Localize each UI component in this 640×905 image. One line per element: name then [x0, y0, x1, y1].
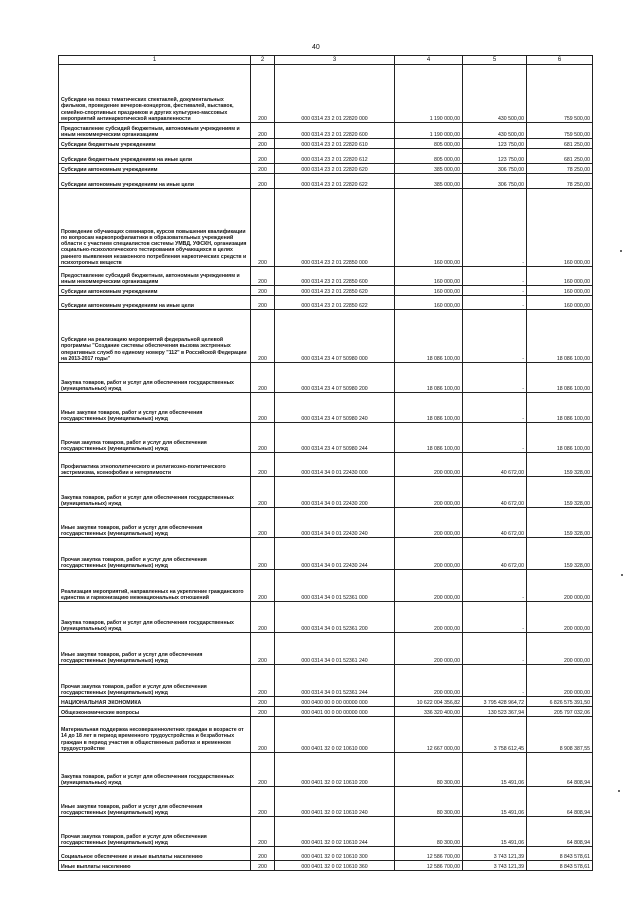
- row-name: Закупка товаров, работ и услуг для обеспечения государственных (муниципальных) нужд: [59, 363, 251, 393]
- row-code: 200: [251, 310, 275, 363]
- row-remaining: 759 500,00: [527, 65, 593, 123]
- row-name: Субсидии автономным учреждениям: [59, 164, 251, 174]
- row-remaining: 160 000,00: [527, 296, 593, 310]
- row-name: Прочая закупка товаров, работ и услуг для обеспечения государственных (муниципальных) нужд: [59, 817, 251, 847]
- table-row: [59, 139, 593, 149]
- row-remaining: 200 000,00: [527, 665, 593, 697]
- row-approved: 18 086 100,00: [395, 310, 463, 363]
- table-row: [59, 570, 593, 602]
- table-row: [59, 453, 593, 477]
- row-code: 200: [251, 707, 275, 717]
- table-row: [59, 508, 593, 538]
- row-remaining: 8 843 578,61: [527, 861, 593, 871]
- row-name: Закупка товаров, работ и услуг для обеспечения государственных (муниципальных) нужд: [59, 753, 251, 787]
- row-remaining: 64 808,94: [527, 787, 593, 817]
- row-executed: 123 750,00: [463, 149, 527, 164]
- row-name: Иные закупки товаров, работ и услуг для обеспечения государственных (муниципальных) нужд: [59, 393, 251, 423]
- row-classification: 000 0314 23 4 07 50980 000: [275, 310, 395, 363]
- row-approved: 200 000,00: [395, 508, 463, 538]
- row-executed: -: [463, 267, 527, 286]
- header-cell: 6: [527, 56, 593, 65]
- scan-mark: [618, 790, 620, 792]
- row-executed: 15 491,06: [463, 817, 527, 847]
- row-name: НАЦИОНАЛЬНАЯ ЭКОНОМИКА: [59, 697, 251, 707]
- row-approved: 336 320 400,00: [395, 707, 463, 717]
- row-name: Закупка товаров, работ и услуг для обеспечения государственных (муниципальных) нужд: [59, 602, 251, 633]
- row-name: Прочая закупка товаров, работ и услуг для обеспечения государственных (муниципальных) нужд: [59, 538, 251, 570]
- table-row: [59, 787, 593, 817]
- row-name: Иные закупки товаров, работ и услуг для обеспечения государственных (муниципальных) нужд: [59, 787, 251, 817]
- row-classification: 000 0314 34 0 01 52361 200: [275, 602, 395, 633]
- row-remaining: 8 843 578,61: [527, 847, 593, 861]
- row-classification: 000 0314 23 2 01 22820 612: [275, 149, 395, 164]
- table-row: [59, 149, 593, 164]
- row-approved: 385 000,00: [395, 174, 463, 189]
- row-remaining: 200 000,00: [527, 570, 593, 602]
- row-approved: 805 000,00: [395, 139, 463, 149]
- row-remaining: 159 328,00: [527, 453, 593, 477]
- row-classification: 000 0314 23 2 01 22820 000: [275, 65, 395, 123]
- row-classification: 000 0401 32 0 02 10610 200: [275, 753, 395, 787]
- row-approved: 200 000,00: [395, 633, 463, 665]
- row-remaining: 159 328,00: [527, 477, 593, 508]
- row-classification: 000 0314 34 0 01 52361 000: [275, 570, 395, 602]
- row-name: Иные выплаты населению: [59, 861, 251, 871]
- row-executed: 306 750,00: [463, 174, 527, 189]
- row-remaining: 78 250,00: [527, 164, 593, 174]
- row-executed: 3 743 121,39: [463, 861, 527, 871]
- table-row: [59, 707, 593, 717]
- row-remaining: 18 086 100,00: [527, 310, 593, 363]
- row-classification: 000 0401 32 0 02 10610 000: [275, 717, 395, 753]
- row-approved: 18 086 100,00: [395, 423, 463, 453]
- table-row: [59, 847, 593, 861]
- row-executed: 40 672,00: [463, 453, 527, 477]
- row-approved: 80 300,00: [395, 753, 463, 787]
- row-executed: -: [463, 602, 527, 633]
- row-approved: 805 000,00: [395, 149, 463, 164]
- table-row: [59, 602, 593, 633]
- row-classification: 000 0314 34 0 01 52361 240: [275, 633, 395, 665]
- row-approved: 200 000,00: [395, 477, 463, 508]
- row-code: 200: [251, 847, 275, 861]
- row-code: 200: [251, 817, 275, 847]
- row-code: 200: [251, 393, 275, 423]
- row-code: 200: [251, 538, 275, 570]
- header-cell: 1: [59, 56, 251, 65]
- table-row: [59, 753, 593, 787]
- row-remaining: 200 000,00: [527, 602, 593, 633]
- page-number: 40: [312, 44, 320, 51]
- row-executed: -: [463, 423, 527, 453]
- row-remaining: 160 000,00: [527, 286, 593, 296]
- row-classification: 000 0314 23 2 01 22850 620: [275, 286, 395, 296]
- row-approved: 160 000,00: [395, 267, 463, 286]
- row-approved: 160 000,00: [395, 296, 463, 310]
- header-cell: 4: [395, 56, 463, 65]
- table-row: [59, 363, 593, 393]
- row-remaining: 681 250,00: [527, 139, 593, 149]
- row-classification: 000 0314 23 2 01 22850 600: [275, 267, 395, 286]
- row-code: 200: [251, 453, 275, 477]
- row-remaining: 681 250,00: [527, 149, 593, 164]
- row-executed: -: [463, 633, 527, 665]
- header-cell: 2: [251, 56, 275, 65]
- row-approved: 200 000,00: [395, 602, 463, 633]
- row-approved: 160 000,00: [395, 286, 463, 296]
- table-row: [59, 286, 593, 296]
- row-name: Предоставление субсидий бюджетным, автономным учреждениям и иным некоммерческим организациям: [59, 267, 251, 286]
- row-code: 200: [251, 665, 275, 697]
- row-executed: 430 500,00: [463, 123, 527, 139]
- row-name: Субсидии бюджетным учреждениям на иные цели: [59, 149, 251, 164]
- table-row: [59, 123, 593, 139]
- row-remaining: 160 000,00: [527, 267, 593, 286]
- row-name: Субсидии на реализацию мероприятий федеральной целевой программы "Создание системы обеспечения вызова экстренных оперативных служб по единому номеру "112" в Российской Федерации на 2013-2017 годы": [59, 310, 251, 363]
- row-executed: -: [463, 296, 527, 310]
- row-name: Общеэкономические вопросы: [59, 707, 251, 717]
- table-row: [59, 861, 593, 871]
- row-executed: 430 500,00: [463, 65, 527, 123]
- row-code: 200: [251, 65, 275, 123]
- table-row: [59, 189, 593, 267]
- row-approved: 1 190 000,00: [395, 123, 463, 139]
- row-name: Социальное обеспечение и иные выплаты населению: [59, 847, 251, 861]
- row-name: Закупка товаров, работ и услуг для обеспечения государственных (муниципальных) нужд: [59, 477, 251, 508]
- row-executed: 306 750,00: [463, 164, 527, 174]
- row-approved: 80 300,00: [395, 817, 463, 847]
- table-row: [59, 174, 593, 189]
- row-code: 200: [251, 697, 275, 707]
- row-executed: 3 758 612,45: [463, 717, 527, 753]
- row-classification: 000 0314 34 0 01 22430 000: [275, 453, 395, 477]
- table-row: [59, 633, 593, 665]
- row-classification: 000 0314 23 2 01 22820 600: [275, 123, 395, 139]
- table-row: [59, 817, 593, 847]
- row-code: 200: [251, 423, 275, 453]
- row-code: 200: [251, 267, 275, 286]
- row-classification: 000 0314 34 0 01 52361 244: [275, 665, 395, 697]
- row-classification: 000 0314 23 2 01 22820 620: [275, 164, 395, 174]
- row-name: Субсидии на показ тематических спектаклей, документальных фильмов, проведение вечеров-концертов, фестивалей, выставок, семейно-спортивных праздников и других культурно-массовых мероприятий антинаркотической направленности: [59, 65, 251, 123]
- row-executed: 15 491,06: [463, 787, 527, 817]
- table-row: [59, 538, 593, 570]
- row-executed: -: [463, 665, 527, 697]
- row-executed: 15 491,06: [463, 753, 527, 787]
- row-code: 200: [251, 174, 275, 189]
- row-code: 200: [251, 477, 275, 508]
- header-cell: 3: [275, 56, 395, 65]
- row-approved: 18 086 100,00: [395, 393, 463, 423]
- row-remaining: 159 328,00: [527, 508, 593, 538]
- row-name: Субсидии автономным учреждениям на иные цели: [59, 174, 251, 189]
- row-code: 200: [251, 861, 275, 871]
- row-executed: -: [463, 570, 527, 602]
- row-classification: 000 0314 23 4 07 50980 244: [275, 423, 395, 453]
- row-executed: 3 743 121,39: [463, 847, 527, 861]
- row-executed: -: [463, 310, 527, 363]
- row-approved: 18 086 100,00: [395, 363, 463, 393]
- row-classification: 000 0314 23 2 01 22820 610: [275, 139, 395, 149]
- row-code: 200: [251, 633, 275, 665]
- row-approved: 385 000,00: [395, 164, 463, 174]
- row-name: Материальная поддержка несовершеннолетних граждан в возрасте от 14 до 18 лет в период временного трудоустройства и безработных граждан в период участия в общественных работах и временном трудоустройстве: [59, 717, 251, 753]
- row-code: 200: [251, 286, 275, 296]
- row-remaining: 18 086 100,00: [527, 363, 593, 393]
- row-name: Проведение обучающих семинаров, курсов повышения квалификации по вопросам наркопрофилактики в образовательных учреждений области с участием специалистов системы УМВД, УФСКН, организация социально-психологического тестирования обучающихся в целях раннего выявления незаконного потребления наркотических средств и психотропных веществ: [59, 189, 251, 267]
- row-classification: 000 0401 32 0 02 10610 244: [275, 817, 395, 847]
- row-classification: 000 0314 23 4 07 50980 240: [275, 393, 395, 423]
- row-remaining: 6 826 575 391,50: [527, 697, 593, 707]
- row-classification: 000 0400 00 0 00 00000 000: [275, 697, 395, 707]
- row-executed: -: [463, 393, 527, 423]
- row-code: 200: [251, 139, 275, 149]
- budget-table: [58, 55, 593, 871]
- row-classification: 000 0314 23 2 01 22850 000: [275, 189, 395, 267]
- row-approved: 200 000,00: [395, 570, 463, 602]
- row-code: 200: [251, 149, 275, 164]
- row-classification: 000 0314 23 2 01 22820 622: [275, 174, 395, 189]
- row-code: 200: [251, 717, 275, 753]
- scan-mark: [621, 574, 623, 576]
- row-approved: 12 586 700,00: [395, 847, 463, 861]
- row-code: 200: [251, 123, 275, 139]
- row-executed: 40 672,00: [463, 538, 527, 570]
- row-name: Реализация мероприятий, направленных на укрепление гражданского единства и гармонизацию межнациональных отношений: [59, 570, 251, 602]
- row-approved: 200 000,00: [395, 538, 463, 570]
- row-name: Профилактика этнополитического и религиозно-политического экстремизма, ксенофобии и нетерпимости: [59, 453, 251, 477]
- row-approved: 10 622 004 356,82: [395, 697, 463, 707]
- table-row: [59, 665, 593, 697]
- row-name: Прочая закупка товаров, работ и услуг для обеспечения государственных (муниципальных) нужд: [59, 665, 251, 697]
- row-executed: 3 795 428 964,72: [463, 697, 527, 707]
- row-remaining: 200 000,00: [527, 633, 593, 665]
- row-name: Субсидии автономным учреждениям на иные цели: [59, 296, 251, 310]
- row-name: Прочая закупка товаров, работ и услуг для обеспечения государственных (муниципальных) нужд: [59, 423, 251, 453]
- row-remaining: 159 328,00: [527, 538, 593, 570]
- row-code: 200: [251, 602, 275, 633]
- row-approved: 12 586 700,00: [395, 861, 463, 871]
- table-row: [59, 477, 593, 508]
- row-code: 200: [251, 363, 275, 393]
- row-executed: -: [463, 286, 527, 296]
- row-executed: -: [463, 363, 527, 393]
- table-row: [59, 310, 593, 363]
- row-name: Иные закупки товаров, работ и услуг для обеспечения государственных (муниципальных) нужд: [59, 508, 251, 538]
- row-code: 200: [251, 753, 275, 787]
- row-classification: 000 0401 32 0 02 10610 360: [275, 861, 395, 871]
- row-approved: 80 300,00: [395, 787, 463, 817]
- header-cell: 5: [463, 56, 527, 65]
- table-row: [59, 267, 593, 286]
- table-body: [59, 65, 593, 871]
- row-approved: 200 000,00: [395, 665, 463, 697]
- row-code: 200: [251, 164, 275, 174]
- row-executed: -: [463, 189, 527, 267]
- row-approved: 1 190 000,00: [395, 65, 463, 123]
- table-row: [59, 423, 593, 453]
- row-name: Предоставление субсидий бюджетным, автономным учреждениям и иным некоммерческим организациям: [59, 123, 251, 139]
- row-executed: 40 672,00: [463, 477, 527, 508]
- row-remaining: 78 250,00: [527, 174, 593, 189]
- table-row: [59, 697, 593, 707]
- row-classification: 000 0314 34 0 01 22430 244: [275, 538, 395, 570]
- row-classification: 000 0401 32 0 02 10610 240: [275, 787, 395, 817]
- row-code: 200: [251, 508, 275, 538]
- row-remaining: 18 086 100,00: [527, 393, 593, 423]
- row-approved: 160 000,00: [395, 189, 463, 267]
- row-remaining: 160 000,00: [527, 189, 593, 267]
- row-name: Субсидии автономным учреждениям: [59, 286, 251, 296]
- table-row: [59, 296, 593, 310]
- row-classification: 000 0314 34 0 01 22430 200: [275, 477, 395, 508]
- row-name: Субсидии бюджетным учреждениям: [59, 139, 251, 149]
- table-row: [59, 164, 593, 174]
- row-remaining: 205 797 032,06: [527, 707, 593, 717]
- table-header-row: [59, 56, 593, 65]
- row-classification: 000 0401 00 0 00 00000 000: [275, 707, 395, 717]
- table-row: [59, 65, 593, 123]
- row-remaining: 8 908 387,55: [527, 717, 593, 753]
- row-remaining: 64 808,94: [527, 817, 593, 847]
- row-executed: 130 523 367,94: [463, 707, 527, 717]
- row-classification: 000 0401 32 0 02 10610 300: [275, 847, 395, 861]
- table-row: [59, 393, 593, 423]
- row-remaining: 18 086 100,00: [527, 423, 593, 453]
- row-executed: 123 750,00: [463, 139, 527, 149]
- row-classification: 000 0314 23 2 01 22850 622: [275, 296, 395, 310]
- row-approved: 200 000,00: [395, 453, 463, 477]
- row-remaining: 64 808,94: [527, 753, 593, 787]
- row-code: 200: [251, 570, 275, 602]
- row-code: 200: [251, 296, 275, 310]
- row-remaining: 759 500,00: [527, 123, 593, 139]
- row-classification: 000 0314 34 0 01 22430 240: [275, 508, 395, 538]
- row-executed: 40 672,00: [463, 508, 527, 538]
- table-row: [59, 717, 593, 753]
- row-name: Иные закупки товаров, работ и услуг для обеспечения государственных (муниципальных) нужд: [59, 633, 251, 665]
- row-code: 200: [251, 787, 275, 817]
- row-classification: 000 0314 23 4 07 50980 200: [275, 363, 395, 393]
- row-code: 200: [251, 189, 275, 267]
- scan-mark: [620, 250, 622, 252]
- row-approved: 12 667 000,00: [395, 717, 463, 753]
